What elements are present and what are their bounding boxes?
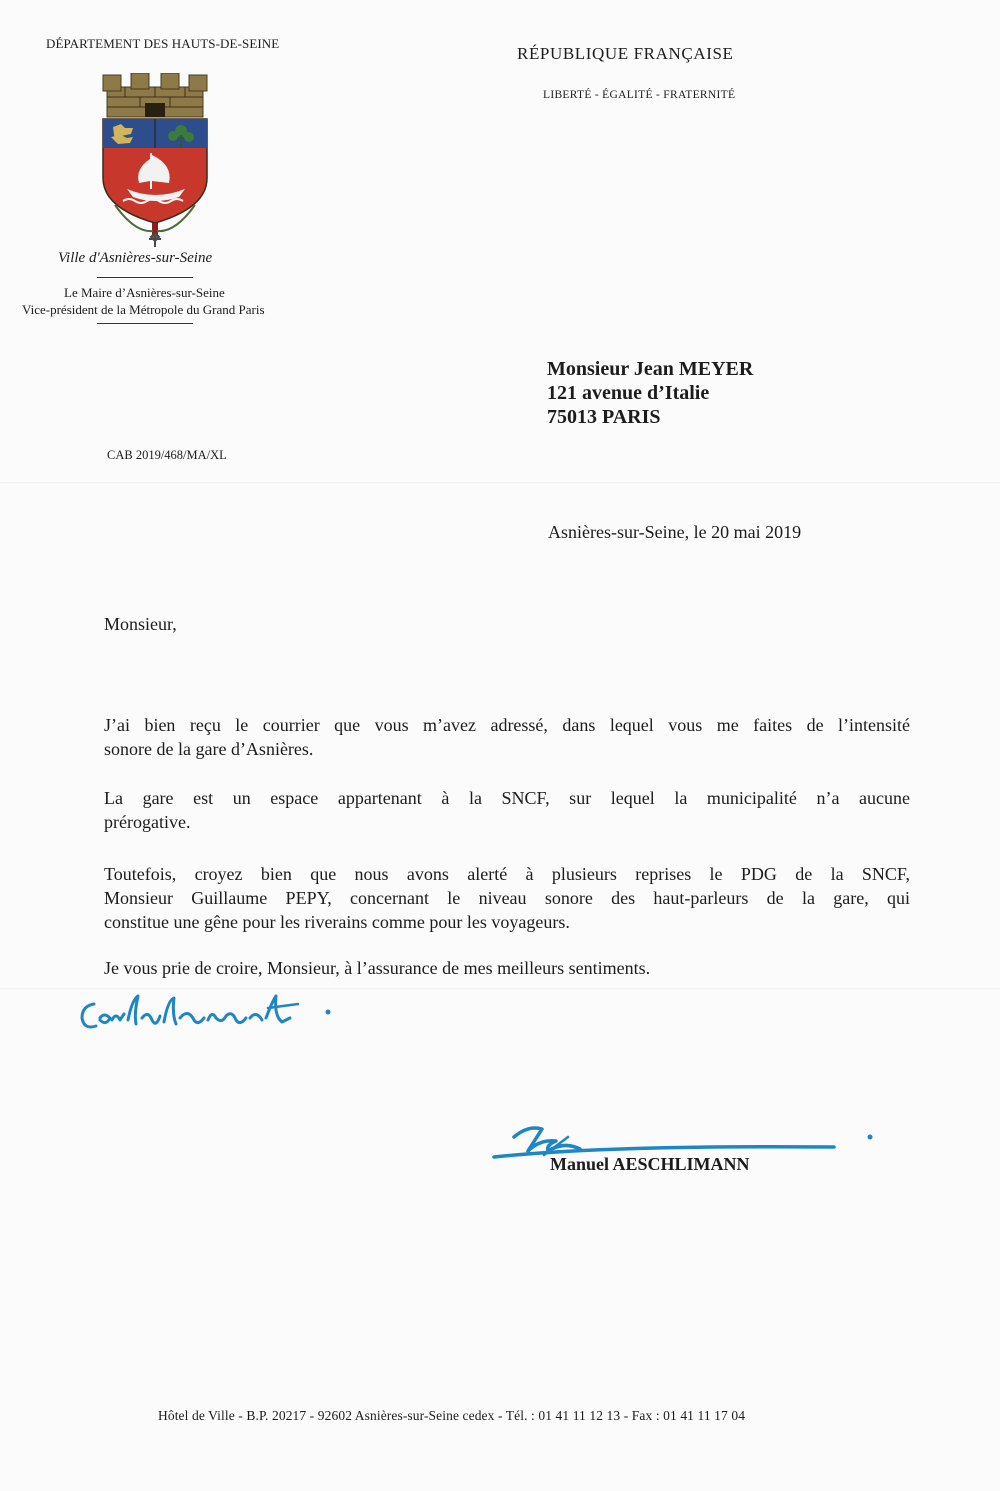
paragraph-line: J’ai bien reçu le courrier que vous m’avez adressé, dans lequel vous me faites de l’intensité [104, 715, 910, 735]
mayor-vice-president-title: Vice-président de la Métropole du Grand Paris [22, 302, 265, 317]
closing-line: Je vous prie de croire, Monsieur, à l’assurance de mes meilleurs sentiments. [104, 958, 651, 978]
republic-heading: RÉPUBLIQUE FRANÇAISE [517, 44, 734, 63]
paragraph-line: prérogative. [104, 812, 191, 832]
paragraph-line: Monsieur Guillaume PEPY, concernant le niveau sonore des haut-parleurs de la gare, qui [104, 888, 910, 908]
paper-fold [0, 482, 1000, 484]
recipient-name: Monsieur Jean MEYER [547, 358, 754, 380]
department-heading: DÉPARTEMENT DES HAUTS-DE-SEINE [46, 36, 280, 51]
paragraph-line: constitue une gêne pour les riverains comme pour les voyageurs. [104, 912, 570, 932]
paragraph-line: Toutefois, croyez bien que nous avons alerté à plusieurs reprises le PDG de la SNCF, [104, 864, 910, 884]
divider [97, 277, 193, 278]
paragraph-1 [104, 713, 910, 761]
reference-code: CAB 2019/468/MA/XL [107, 448, 227, 462]
letter-footer: Hôtel de Ville - B.P. 20217 - 92602 Asnières-sur-Seine cedex - Tél. : 01 41 11 12 13 - Fax : 01 41 11 17 04 [158, 1408, 746, 1423]
city-coat-of-arms [95, 73, 215, 248]
paragraph-3 [104, 862, 910, 934]
recipient-street: 121 avenue d’Italie [547, 382, 710, 404]
city-name: Ville d'Asnières-sur-Seine [58, 250, 213, 266]
paragraph-line: La gare est un espace appartenant à la SNCF, sur lequel la municipalité n’a aucune [104, 788, 910, 808]
divider [97, 323, 193, 324]
mayor-title: Le Maire d’Asnières-sur-Seine [64, 285, 225, 300]
handwritten-note [76, 990, 346, 1040]
paragraph-2 [104, 786, 910, 834]
signatory-name: Manuel AESCHLIMANN [550, 1154, 750, 1174]
republic-motto: LIBERTÉ - ÉGALITÉ - FRATERNITÉ [543, 89, 736, 101]
recipient-city: 75013 PARIS [547, 406, 661, 428]
date-line: Asnières-sur-Seine, le 20 mai 2019 [548, 522, 802, 542]
salutation: Monsieur, [104, 614, 177, 634]
paragraph-line: sonore de la gare d’Asnières. [104, 739, 314, 759]
